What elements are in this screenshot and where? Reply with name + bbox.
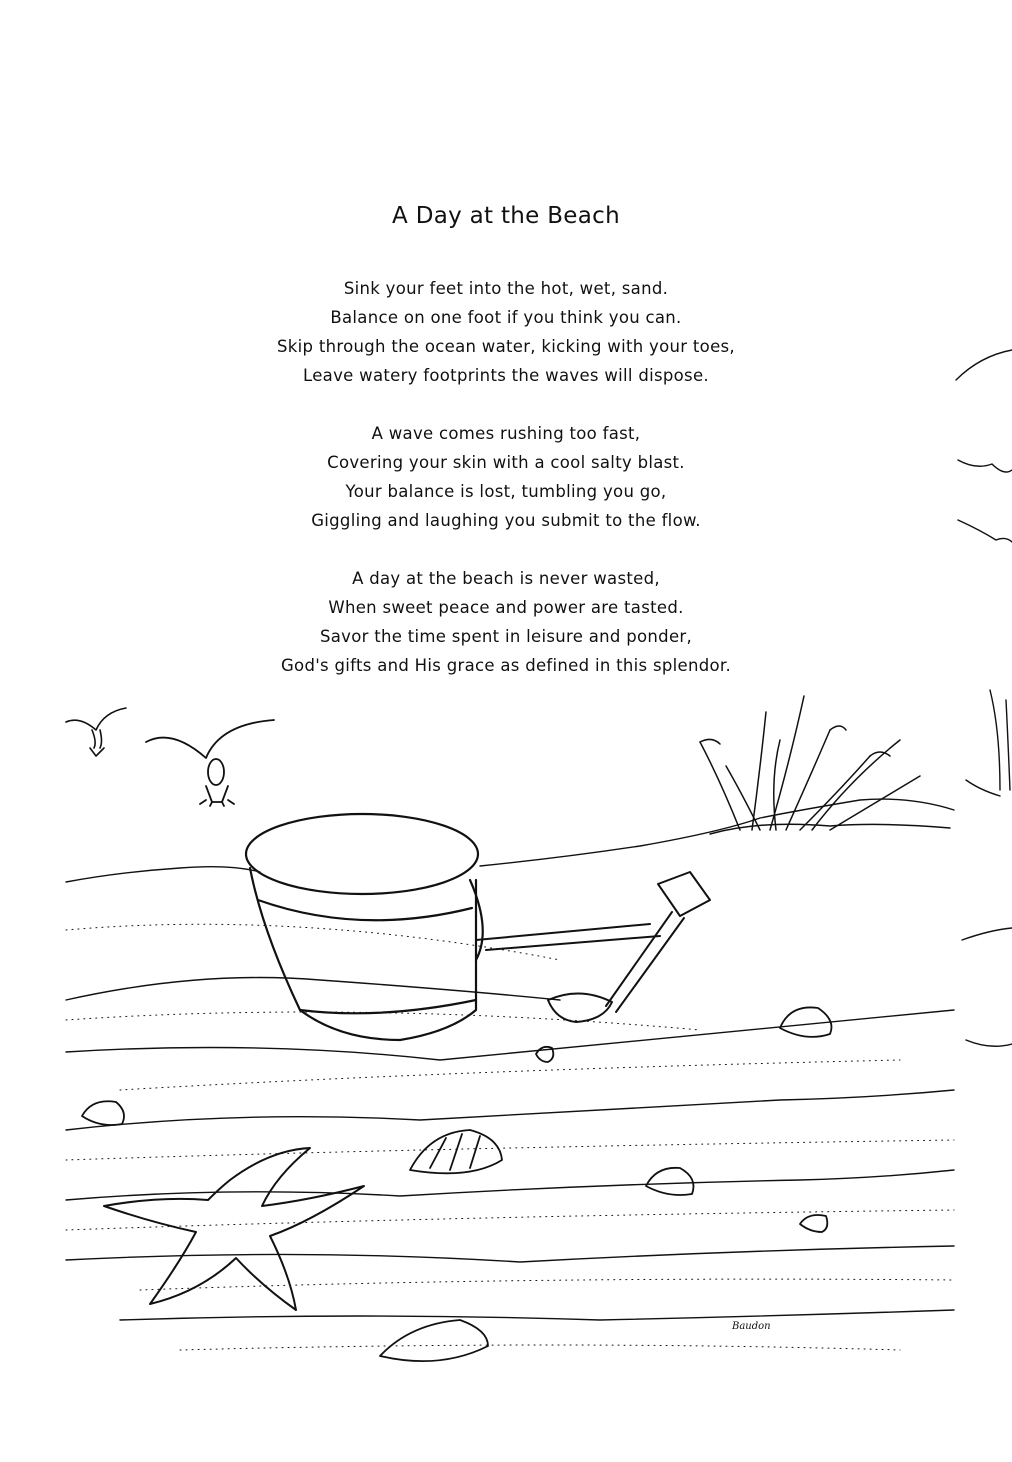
seagull-small <box>66 708 126 756</box>
poem-line: Your balance is lost, tumbling you go, <box>345 482 667 501</box>
poem-line: Leave watery footprints the waves will dispose. <box>303 366 709 385</box>
artist-signature: Baudon <box>732 1321 771 1332</box>
dune-lines <box>66 799 954 1320</box>
poem-line: Sink your feet into the hot, wet, sand. <box>343 279 669 298</box>
sand-bucket <box>246 814 483 1040</box>
seagull-large <box>146 720 274 806</box>
poem-line: Covering your skin with a cool salty blast. <box>327 453 685 472</box>
poem-line: God's gifts and His grace as defined in this splendor. <box>280 656 732 675</box>
adjacent-page-edge-sketch <box>956 350 1012 1046</box>
poem-line: When sweet peace and power are tasted. <box>328 598 684 617</box>
poem-line: Savor the time spent in leisure and ponder, <box>319 627 693 646</box>
poem-line: A wave comes rushing too fast, <box>371 424 641 443</box>
sand-shovel <box>476 872 710 1022</box>
seashells <box>82 1007 832 1361</box>
poem-line: Skip through the ocean water, kicking with your toes, <box>277 337 735 356</box>
beach-grass <box>700 696 950 834</box>
poem-line: A day at the beach is never wasted, <box>352 569 660 588</box>
starfish <box>104 1148 364 1310</box>
poem-title: A Day at the Beach <box>392 203 620 229</box>
poem-line: Balance on one foot if you think you can. <box>330 308 682 327</box>
poem-line: Giggling and laughing you submit to the flow. <box>311 511 701 530</box>
